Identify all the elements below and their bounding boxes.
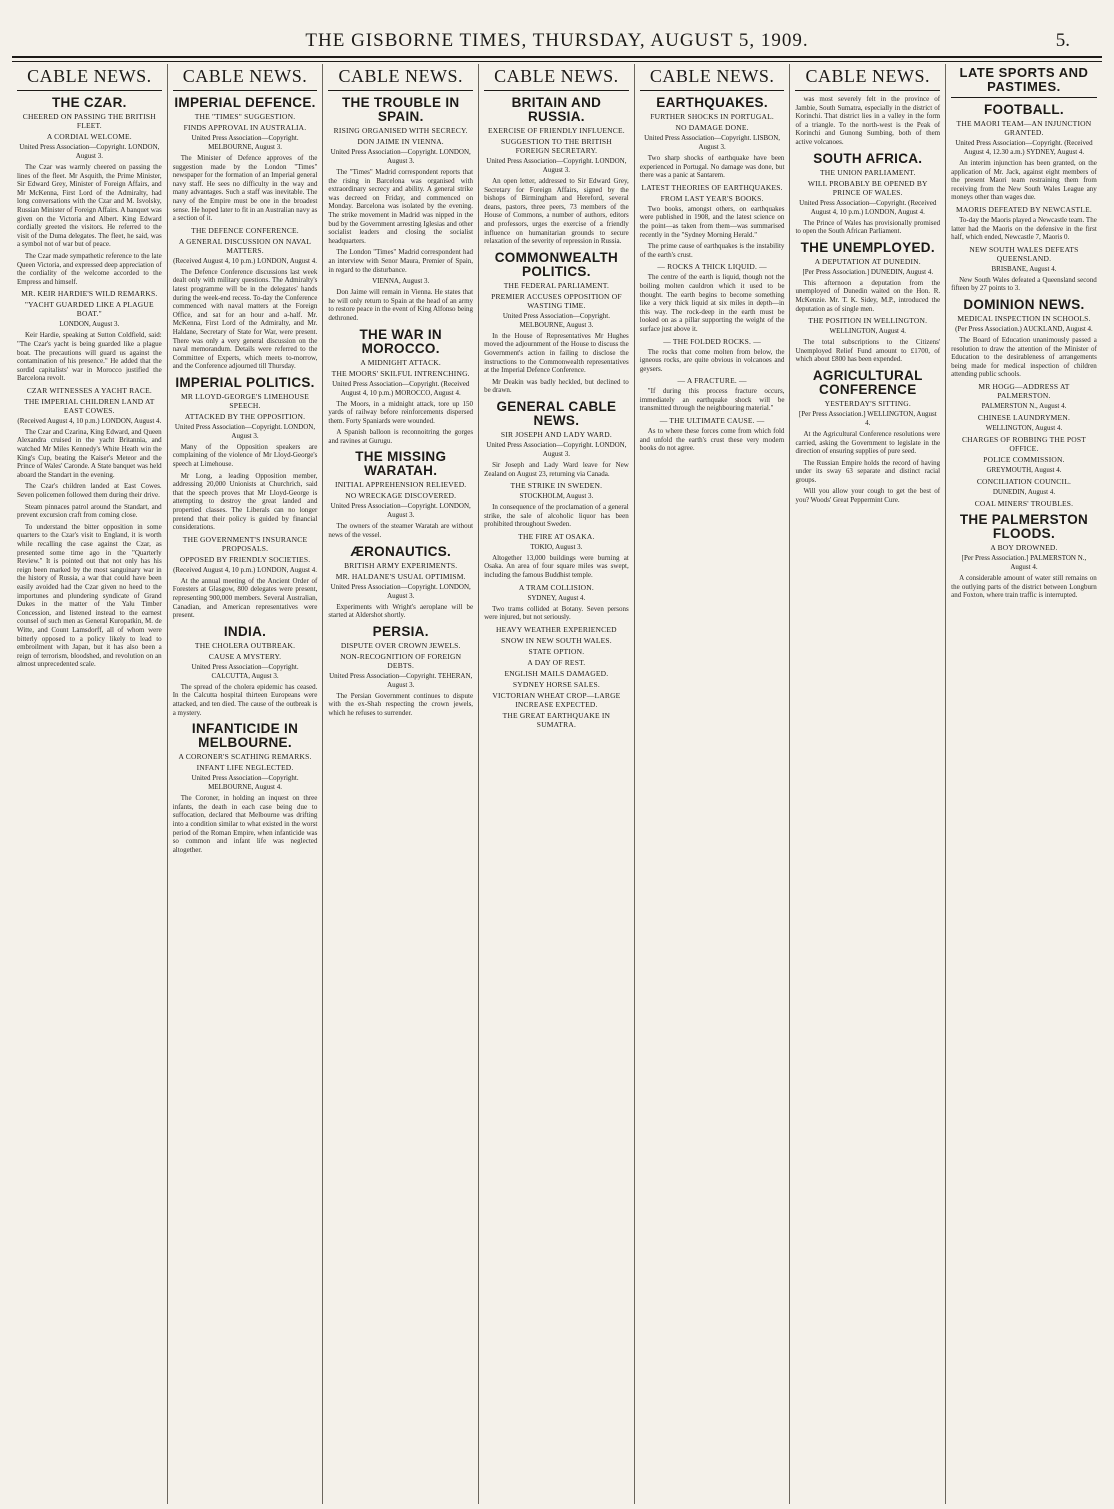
article-paragraph: The Coroner, in holding an inquest on three infants, the death in each case being due to suffocation, declared that Melbourne was drifting into a condition similar to what existed in the worst period of the Roman Empire, when infanticide was so common and infant life was neglected altogether. xyxy=(172,794,318,854)
article-dateline: United Press Association—Copyright. MELBOURNE, August 3. xyxy=(502,311,610,329)
masthead-rule xyxy=(12,56,1102,62)
article-subheading: COAL MINERS' TROUBLES. xyxy=(974,498,1074,508)
article-dateline: VIENNA, August 3. xyxy=(372,277,430,286)
article-headline: THE MISSING WARATAH. xyxy=(355,449,447,479)
article-paragraph: The Russian Empire holds the record of having under its sway 63 separate and distinct racial groups. xyxy=(795,458,941,484)
article-headline: THE PALMERSTON FLOODS. xyxy=(959,511,1089,541)
article-subheading: SUGGESTION TO THE BRITISH FOREIGN SECRETARY. xyxy=(500,137,612,155)
article-subheading: MAORIS DEFEATED BY NEWCASTLE. xyxy=(956,204,1092,214)
article-subheading: CHARGES OF ROBBING THE POST OFFICE. xyxy=(961,434,1086,453)
article-dateline: [Per Press Association.] WELLINGTON, August 4. xyxy=(798,409,937,427)
article-paragraph: Mr Deakin was badly heckled, but declined to be drawn. xyxy=(484,377,629,395)
article-headline: COMMONWEALTH POLITICS. xyxy=(494,249,619,279)
article-paragraph: The Defence Conference discussions last week dealt only with military questions. The Admiralty's latest programme will be in the delegates' hands during the week-end recess. To-day the Conference commenced with naval matters at the Foreign Office, and sat for an hour and a-half. Mr. McKenna, First Lord of the Admiralty, and Mr. Haldane, Secretary of State for War, were present. There was only a very general discussion on the naval memorandum. Details were referred to the Committee of Experts, which meets to-morrow, and the Conference adjourned till Thursday. xyxy=(172,267,318,371)
article-subheading: SNOW IN NEW SOUTH WALES. xyxy=(500,635,612,645)
column-4 xyxy=(479,64,635,1504)
article-subheading: SIR JOSEPH AND LADY WARD. xyxy=(500,429,612,439)
article-dateline: [Per Press Association.] DUNEDIN, August 4. xyxy=(802,267,934,276)
column-header: CABLE NEWS. xyxy=(640,64,785,91)
column-header: CABLE NEWS. xyxy=(17,64,162,91)
article-subheading: INFANT LIFE NEGLECTED. xyxy=(196,763,294,773)
article-dateline: United Press Association—Copyright. LONDON, August 3. xyxy=(486,440,627,458)
article-dateline: United Press Association—Copyright. LONDON, August 3. xyxy=(174,422,316,440)
article-headline: FOOTBALL. xyxy=(984,102,1064,117)
article-headline: ÆRONAUTICS. xyxy=(350,543,452,559)
article-paragraph: The London "Times" Madrid correspondent had an interview with Senor Maura, Premier of Spain, in regard to the disturbance. xyxy=(328,248,474,274)
article-subheading: THE "TIMES" SUGGESTION. xyxy=(194,112,296,121)
column-header: CABLE NEWS. xyxy=(795,64,940,91)
article-subheading: NO WRECKAGE DISCOVERED. xyxy=(345,491,457,501)
article-subheading: A DEPUTATION AT DUNEDIN. xyxy=(814,256,921,266)
article-dateline: [Per Press Association.] PALMERSTON N., August 4. xyxy=(961,553,1087,571)
article-subheading: HEAVY WEATHER EXPERIENCED xyxy=(496,624,617,634)
article-subheading: A TRAM COLLISION. xyxy=(518,582,594,592)
column-2 xyxy=(168,64,324,1504)
article-paragraph: To-day the Maoris played a Newcastle team. The latter had the Maoris on the defensive in the first half, which ended, Newcastle 7, Maoris 0. xyxy=(951,215,1097,242)
article-paragraph: Mr Long, a leading Opposition member, addressing 20,000 Unionists at Churchrich, said that the speech proves that Mr Lloyd-George is attempting to destroy the great landed and propertied classes. The Liberals can no longer pretend that their policy is guided by financial considerations. xyxy=(172,471,318,532)
article-subheading: RISING ORGANISED WITH SECRECY. xyxy=(333,126,468,135)
article-subheading: PREMIER ACCUSES OPPOSITION OF WASTING TIME. xyxy=(491,291,622,310)
article-dateline: (Per Press Association.) AUCKLAND, August 4. xyxy=(955,324,1093,333)
article-headline: PERSIA. xyxy=(372,623,429,639)
article-subheading: STATE OPTION. xyxy=(528,646,585,656)
article-subheading: A CORONER'S SCATHING REMARKS. xyxy=(178,752,312,762)
article-subheading: CHINESE LAUNDRYMEN. xyxy=(977,412,1071,422)
page-number: 5. xyxy=(1055,30,1070,51)
article-dateline: GREYMOUTH, August 4. xyxy=(986,465,1062,474)
article-paragraph: The Board of Education unanimously passed a resolution to draw the attention of the Minister of Education to the desirableness of arrangements being made for medical inspection of children attending public schools. xyxy=(951,335,1097,379)
article-dateline: United Press Association—Copyright. LONDON, August 3. xyxy=(330,148,471,165)
article-subheading: A DAY OF REST. xyxy=(527,657,586,667)
article-subheading: THE GREAT EARTHQUAKE IN SUMATRA. xyxy=(502,710,611,729)
article-paragraph: The Czar's children landed at East Cowes. Seven policemen followed them during their drive. xyxy=(17,482,162,500)
article-dateline: United Press Association—Copyright. TEHERAN, August 3. xyxy=(329,671,473,689)
column-header: CABLE NEWS. xyxy=(484,64,629,91)
article-headline: SOUTH AFRICA. xyxy=(813,150,923,166)
article-paragraph: The prime cause of earthquakes is the instability of the earth's crust. xyxy=(639,242,785,259)
article-dateline: United Press Association—Copyright. CALCUTTA, August 3. xyxy=(191,662,299,680)
article-paragraph: The centre of the earth is liquid, though not the boiling molten cauldron which it used to be thought. The earth begins to become something like a very thick liquid at six miles in depth—in this way. The rock-deep in the earth must be looked on as a pillar supporting the weight of the surface just above it. xyxy=(639,273,785,333)
article-paragraph: At the annual meeting of the Ancient Order of Foresters at Glasgow, 800 delegates were present, representing 900,000 members. Several Australian, Canadian, and American representatives were present. xyxy=(172,576,318,620)
article-subheading: FURTHER SHOCKS IN PORTUGAL. xyxy=(650,112,774,121)
article-subheading: ATTACKED BY THE OPPOSITION. xyxy=(184,411,306,421)
article-paragraph: The Persian Government continues to dispute with the ex-Shah respecting the crown jewels, which he refuses to surrender. xyxy=(328,691,474,718)
article-subheading: CHEERED ON PASSING THE BRITISH FLEET. xyxy=(22,112,156,130)
column-6 xyxy=(790,64,946,1504)
article-subheading: FROM LAST YEAR'S BOOKS. xyxy=(660,193,764,203)
column-3 xyxy=(323,64,479,1504)
article-dateline: SYDNEY, August 4. xyxy=(527,593,586,602)
article-subheading: LATEST THEORIES OF EARTHQUAKES. xyxy=(641,182,783,192)
article-subheading: MEDICAL INSPECTION IN SCHOOLS. xyxy=(957,313,1091,323)
article-headline: EARTHQUAKES. xyxy=(656,95,768,110)
article-headline: GENERAL CABLE NEWS. xyxy=(496,398,617,428)
article-paragraph: New South Wales defeated a Queensland second fifteen by 27 points to 3. xyxy=(951,275,1097,293)
column-header: CABLE NEWS. xyxy=(328,64,473,91)
article-subheading: THE MOORS' SKILFUL INTRENCHING. xyxy=(331,368,470,378)
article-dateline: (Received August 4, 10 p.m.) LONDON, August 4. xyxy=(17,416,162,425)
article-paragraph: Two trams collided at Botany. Seven persons were injured, but not seriously. xyxy=(484,604,629,622)
newspaper-title: THE GISBORNE TIMES, THURSDAY, AUGUST 5, 1909. xyxy=(305,30,809,51)
article-paragraph: The rocks that come molten from below, the igneous rocks, are quite obvious in volcanoes and geysers. xyxy=(639,347,785,373)
article-dateline: PALMERSTON N., August 4. xyxy=(981,401,1067,410)
article-paragraph: Altogether 13,000 buildings were burning at Osaka. An area of four square miles was swept, including the famous Buddhist temple. xyxy=(484,553,629,580)
article-paragraph: To understand the bitter opposition in some quarters to the Czar's visit to England, it is worth while recalling the case against the Czar, as presented some time ago in the "Quarterly Review." It is pointed out that not only has his reign been marked by the most sanguinary war in the history of Russia, a war that could have been easily avoided had the Czar given no heed to the importunes and plundering syndicate of Grand Dukes in the matter of the Yalu Timber Concession, and listened instead to the earnest counsel of such men as General Kuropatkin, M. de Witte, and Count Lamsdorff, all of whom were bitterly opposed to a policy likely to lead to embroilment with Japan, but it has also been a reign of terrorism, bloodshed, and revolution on an almost unprecedented scale. xyxy=(17,522,162,669)
article-paragraph: Keir Hardie, speaking at Sutton Coldfield, said: "The Czar's yacht is being guarded like a plague boat. The precautions will guard us against the contamination of his presence." He added that the sordid capitalists' war in Morocco justified the Barcelona revolt. xyxy=(17,331,162,383)
article-headline: INDIA. xyxy=(223,623,267,639)
article-paragraph: In the House of Representatives Mr Hughes moved the adjournment of the House to discuss the Government's action in failing to disclose the instructions to the Commonwealth representatives at the Imperial Defence Conference. xyxy=(484,331,629,375)
article-subheading: A BOY DROWNED. xyxy=(990,542,1058,552)
article-paragraph: Many of the Opposition speakers are complaining of the violence of Mr Lloyd-George's speech at Limehouse. xyxy=(172,442,318,469)
article-dateline: TOKIO, August 3. xyxy=(530,542,583,551)
article-paragraph: was most severely felt in the province of Jambie, South Sumatra, especially in the district of Korinchi. That district lies in a valley in the form of a triangle. To the north-west is the Peak of Korinchi and Gunong Sumbing, both of them active volcanoes. xyxy=(795,95,941,146)
article-dateline: DUNEDIN, August 4. xyxy=(992,487,1056,496)
article-subheading: THE IMPERIAL CHILDREN LAND AT EAST COWES. xyxy=(24,396,155,415)
article-paragraph: The spread of the cholera epidemic has ceased. In the Calcutta hospital thirteen Europeans were attacked, and ten died. The cause of the outbreak is a mystery. xyxy=(172,682,318,717)
article-subheading: THE GOVERNMENT'S INSURANCE PROPOSALS. xyxy=(182,534,308,553)
article-subheading: ENGLISH MAILS DAMAGED. xyxy=(504,668,609,678)
article-subheading: THE FIRE AT OSAKA. xyxy=(518,531,595,541)
article-paragraph: This afternoon a deputation from the unemployed of Dunedin waited on the Hon. R. McKenzie. Mr. T. K. Sidey, M.P., introduced the deputation as of single men. xyxy=(795,278,941,313)
article-subheading: SYDNEY HORSE SALES. xyxy=(512,679,600,689)
newspaper-columns xyxy=(12,64,1102,1504)
article-subheading: "YACHT GUARDED LIKE A PLAGUE BOAT." xyxy=(24,300,154,319)
article-headline: THE TROUBLE IN SPAIN. xyxy=(341,95,460,124)
article-paragraph: The total subscriptions to the Citizens' Unemployed Relief Fund amount to £1700, of which about £800 has been expended. xyxy=(795,338,941,364)
article-dateline: United Press Association—Copyright. (Received August 4, 12.30 a.m.) SYDNEY, August 4. xyxy=(955,139,1093,156)
article-paragraph: Two books, amongst others, on earthquakes were published in 1908, and the latest science on the point—as taken from them—was summarised recently in the "Sydney Morning Herald." xyxy=(639,204,785,239)
article-dateline: United Press Association—Copyright. LONDON, August 3. xyxy=(330,502,471,520)
article-subheading: THE CHOLERA OUTBREAK. xyxy=(194,640,296,650)
article-paragraph: The owners of the steamer Waratah are without news of the vessel. xyxy=(328,522,474,540)
column-7 xyxy=(946,64,1102,1504)
article-subheading: — A FRACTURE. — xyxy=(677,376,747,386)
article-paragraph: The Czar and Czarina, King Edward, and Queen Alexandra cruised in the yacht Britannia, and watched Mr Miles Kennedy's White Heath win the King's Cup, beating the Kaiser's Meteor and the Prince of Wales' Caronde. A State banquet was held aboard the Standart in the evening. xyxy=(17,427,162,479)
article-paragraph: In consequence of the proclamation of a general strike, the sale of alcoholic liquor has been prohibited throughout Sweden. xyxy=(484,503,629,529)
article-dateline: United Press Association—Copyright. (Received August 4, 10 p.m.) MOROCCO, August 4. xyxy=(332,379,470,397)
article-paragraph: Experiments with Wright's aeroplane will be started at Aldershot shortly. xyxy=(328,602,474,620)
article-paragraph: Will you allow your cough to get the best of you? Woods' Great Peppermint Cure. xyxy=(795,487,941,505)
article-paragraph: An interim injunction has been granted, on the application of Mr. Jack, against eight members of the present Maori team restraining them from receiving from the New South Wales League any moneys other than wages due. xyxy=(951,159,1097,202)
article-subheading: OPPOSED BY FRIENDLY SOCIETIES. xyxy=(179,554,311,564)
article-subheading: YESTERDAY'S SITTING. xyxy=(824,398,911,408)
article-subheading: CONCILIATION COUNCIL. xyxy=(976,476,1072,486)
article-subheading: A GENERAL DISCUSSION ON NAVAL MATTERS. xyxy=(178,236,312,255)
article-dateline: United Press Association—Copyright. (Received August 4, 10 p.m.) LONDON, August 4. xyxy=(799,198,937,216)
article-subheading: NO DAMAGE DONE. xyxy=(675,123,749,132)
article-headline: THE WAR IN MOROCCO. xyxy=(359,326,442,356)
article-subheading: CAUSE A MYSTERY. xyxy=(208,651,282,661)
article-headline: THE UNEMPLOYED. xyxy=(800,239,935,255)
masthead xyxy=(0,0,1114,62)
column-header: CABLE NEWS. xyxy=(173,64,318,91)
article-subheading: POLICE COMMISSION. xyxy=(983,454,1065,464)
article-subheading: NEW SOUTH WALES DEFEATS QUEENSLAND. xyxy=(969,244,1079,263)
article-paragraph: The Czar was warmly cheered on passing the lines of the fleet. Mr Asquith, the Prime Minister, Sir Edward Grey, Minister of Foreign Affairs, and Mr McKenna, First Lord of the Admiralty, had long conversations with the Czar and M. Isvolsky, Russian Minister of Foreign Affairs. A banquet was given on the Victoria and Albert. King Edward cordially greeted the visitors. He referred to the visit of the Duma delegates. The fleet, he said, was a symbol not of war but of peace. xyxy=(17,163,162,249)
article-subheading: — THE FOLDED ROCKS. — xyxy=(663,336,761,346)
article-headline: IMPERIAL DEFENCE. xyxy=(174,95,316,110)
article-subheading: MR. HALDANE'S USUAL OPTIMISM. xyxy=(335,571,466,581)
article-dateline: WELLINGTON, August 4. xyxy=(829,327,907,336)
article-paragraph: Steam pinnaces patrol around the Standart, and prevent excursion craft from coming close. xyxy=(17,502,162,520)
article-subheading: DON JAIME IN VIENNA. xyxy=(357,137,444,146)
article-headline: DOMINION NEWS. xyxy=(963,296,1085,312)
article-subheading: DISPUTE OVER CROWN JEWELS. xyxy=(340,640,461,650)
article-subheading: EXERCISE OF FRIENDLY INFLUENCE. xyxy=(487,126,625,135)
article-paragraph: As to where these forces come from which fold and unfold the earth's crust these very modern books do not agree. xyxy=(639,427,785,453)
article-paragraph: The Prince of Wales has provisionally promised to open the South African Parliament. xyxy=(795,218,941,236)
article-subheading: NON-RECOGNITION OF FOREIGN DEBTS. xyxy=(340,651,462,670)
article-paragraph: Sir Joseph and Lady Ward leave for New Zealand on August 23, returning via Canada. xyxy=(484,460,629,478)
article-headline: THE CZAR. xyxy=(51,95,127,110)
article-paragraph: The Czar made sympathetic reference to the late Queen Victoria, and expressed deep appreciation of the cordiality of the welcome accorded to the Empress and himself. xyxy=(17,251,162,286)
article-dateline: United Press Association—Copyright. LISBON, August 3. xyxy=(644,134,781,151)
article-dateline: United Press Association—Copyright. LONDON, August 3. xyxy=(330,582,471,600)
column-header: LATE SPORTS AND PASTIMES. xyxy=(951,64,1097,98)
article-paragraph: Two sharp shocks of earthquake have been experienced in Portugal. No damage was done, but there was a panic at Santarem. xyxy=(639,154,785,180)
article-paragraph: A considerable amount of water still remains on the outlying parts of the district between Longburn and Foxton, where train traffic is interrupted. xyxy=(951,573,1097,600)
article-dateline: United Press Association—Copyright. LONDON, August 3. xyxy=(486,157,627,174)
article-subheading: WILL PROBABLY BE OPENED BY PRINCE OF WALES. xyxy=(807,178,928,197)
article-subheading: THE FEDERAL PARLIAMENT. xyxy=(503,280,610,290)
article-subheading: THE DEFENCE CONFERENCE. xyxy=(191,225,299,235)
article-dateline: STOCKHOLM, August 3. xyxy=(519,492,594,501)
article-subheading: A CORDIAL WELCOME. xyxy=(46,132,132,141)
article-dateline: United Press Association—Copyright. LONDON, August 3. xyxy=(19,143,160,160)
article-dateline: BRISBANE, August 4. xyxy=(991,264,1057,273)
article-paragraph: The "Times" Madrid correspondent reports that the rising in Barcelona was organised with extraordinary secrecy and ability. A general strike was decreed on Friday, and commenced on Monday. Barcelona was isolated by the evening. The strike movement in Madrid was nipped in the bud by the Government arresting Iglesias and other socialist leaders and closing the socialist headquarters. xyxy=(328,168,474,245)
article-subheading: THE STRIKE IN SWEDEN. xyxy=(510,481,603,491)
article-headline: IMPERIAL POLITICS. xyxy=(175,374,315,390)
article-subheading: THE UNION PARLIAMENT. xyxy=(819,167,916,177)
article-paragraph: A Spanish balloon is reconnoitring the gorges and ravines at Gurugu. xyxy=(328,428,474,445)
article-paragraph: Don Jaime will remain in Vienna. He states that he will only return to Spain at the head of an army to restore peace in the event of King Alfonso being dethroned. xyxy=(328,288,474,322)
article-headline: BRITAIN AND RUSSIA. xyxy=(511,95,602,124)
article-subheading: CZAR WITNESSES A YACHT RACE. xyxy=(26,385,152,395)
article-dateline: WELLINGTON, August 4. xyxy=(985,423,1063,432)
article-headline: INFANTICIDE IN MELBOURNE. xyxy=(191,721,299,751)
article-subheading: A MIDNIGHT ATTACK. xyxy=(360,357,441,367)
article-paragraph: At the Agricultural Conference resolutions were carried, asking the Government to legislate in the direction of ensuring supplies of pure seed. xyxy=(795,429,941,456)
article-subheading: — THE ULTIMATE CAUSE. — xyxy=(659,416,765,426)
article-dateline: United Press Association—Copyright. MELBOURNE, August 4. xyxy=(191,774,299,792)
article-subheading: — ROCKS A THICK LIQUID. — xyxy=(657,262,767,272)
article-subheading: THE MAORI TEAM—AN INJUNCTION GRANTED. xyxy=(956,119,1092,137)
article-paragraph: The Moors, in a midnight attack, tore up 150 yards of railway before reinforcements dispersed them. Forty Spaniards were wounded. xyxy=(328,399,474,425)
article-subheading: MR. KEIR HARDIE'S WILD REMARKS. xyxy=(21,289,158,299)
article-subheading: MR LLOYD-GEORGE'S LIMEHOUSE SPEECH. xyxy=(181,391,310,410)
column-1 xyxy=(12,64,168,1504)
article-subheading: THE POSITION IN WELLINGTON. xyxy=(808,316,928,326)
article-dateline: (Received August 4, 10 p.m.) LONDON, August 4. xyxy=(173,256,317,265)
article-paragraph: The Minister of Defence approves of the suggestion made by the London "Times" newspaper for the formation of an Imperial general navy staff. He sees no difficulty in the way and many advantages. Such a staff was inevitable. The navy of the Empire must be one in the broadest sense. He hoped later to fit in an Australian navy as a section of it. xyxy=(172,154,318,223)
article-headline: AGRICULTURAL CONFERENCE xyxy=(812,367,923,397)
article-paragraph: An open letter, addressed to Sir Edward Grey, Secretary for Foreign Affairs, signed by the bishops of Birmingham and Hereford, several deans, pastors, three peers, 73 members of the House of Commons, a number of authors, editors and professors, urges the exercise of a friendly influence on humanitarian grounds to secure relaxation of the severity of repression in Russia. xyxy=(484,177,629,246)
article-subheading: INITIAL APPREHENSION RELIEVED. xyxy=(335,480,467,490)
article-dateline: LONDON, August 3. xyxy=(59,320,120,329)
article-subheading: VICTORIAN WHEAT CROP—LARGE INCREASE EXPECTED. xyxy=(492,690,621,709)
article-subheading: MR HOGG—ADDRESS AT PALMERSTON. xyxy=(978,381,1070,400)
article-subheading: FINDS APPROVAL IN AUSTRALIA. xyxy=(183,123,307,132)
article-paragraph: "If during this process fracture occurs, immediately an earthquake shock will be transmitted through the neighbouring material." xyxy=(639,387,785,413)
article-dateline: United Press Association—Copyright. MELBOURNE, August 3. xyxy=(191,134,299,151)
article-subheading: BRITISH ARMY EXPERIMENTS. xyxy=(344,560,458,570)
column-5 xyxy=(635,64,791,1504)
article-dateline: (Received August 4, 10 p.m.) LONDON, August 4. xyxy=(173,565,317,574)
